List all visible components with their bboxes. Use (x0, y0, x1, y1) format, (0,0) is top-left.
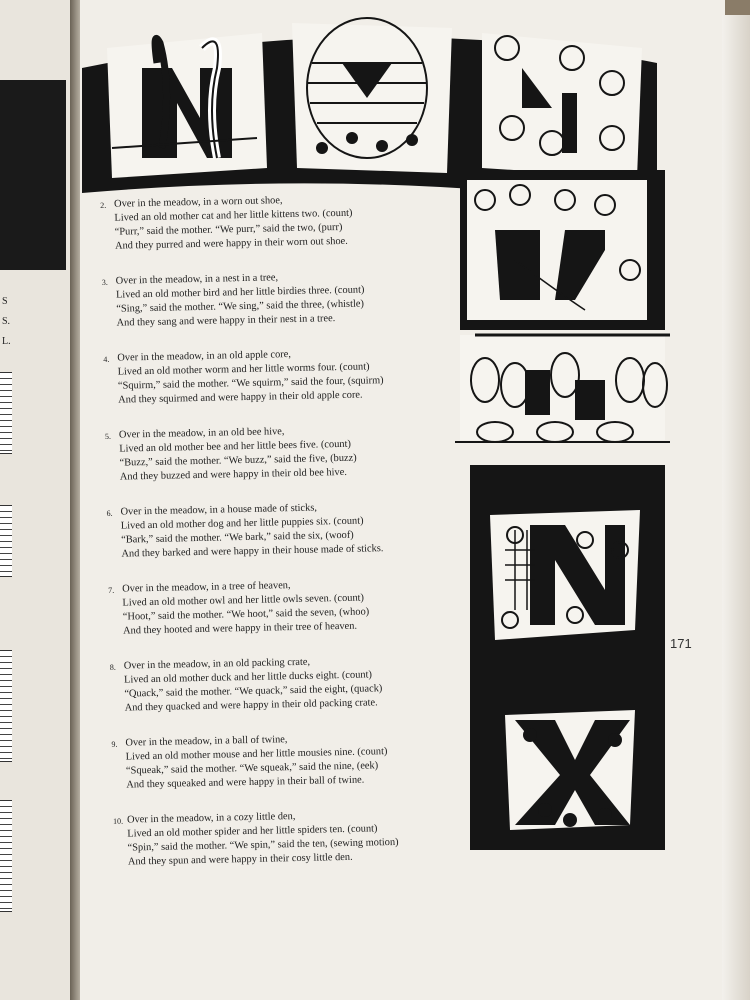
verse (108, 575, 479, 639)
verse-line: “Sing,” said the mother. “We sing,” said the three, (whistle) (116, 298, 365, 315)
ducks-letter-panel (455, 335, 670, 442)
verse-line: And they sang and were happy in their nest in a tree. (116, 313, 336, 329)
verse-line: Over in the meadow, in a nest in a tree, (115, 272, 279, 287)
owls-letter-panel (460, 170, 665, 330)
mice-letter-panel (470, 465, 665, 675)
left-page-illustration-block (0, 80, 66, 270)
verse-line: And they hooted and were happy in their tree of heaven. (122, 620, 358, 637)
worm-letter-panel (107, 33, 267, 178)
verse-line: And they spun and were happy in their cosy little den. (127, 851, 353, 868)
verse-line: Over in the meadow, in a worn out shoe, (114, 195, 283, 210)
spiders-letter-panel (470, 675, 665, 850)
verse-number: 4. (103, 354, 110, 364)
verse-line: “Spin,” said the mother. “We spin,” said the ten, (sewing motion) (127, 836, 399, 854)
left-page-text-fragment: S. (2, 316, 11, 327)
verse-line: “Purr,” said the mother. “We purr,” said the two, (purr) (114, 221, 343, 238)
verse-line: Over in the meadow, in an old bee hive, (118, 426, 285, 441)
verse-line: Lived an old mother duck and her little ducks eight. (count) (123, 669, 373, 686)
verse-line: “Squeak,” said the mother. “We squeak,” said the nine, (eek) (125, 760, 379, 777)
verse-line: “Hoot,” said the mother. “We hoot,” said the seven, (whoo) (122, 606, 370, 623)
verse (105, 421, 476, 485)
verse-line: Over in the meadow, in a house made of sticks, (120, 502, 318, 518)
left-page-text-fragment: S (2, 296, 8, 307)
verse-number: 9. (111, 739, 118, 749)
music-staff-fragment (0, 372, 12, 454)
verse-line: Lived an old mother bee and her little bees five. (count) (119, 438, 352, 455)
left-page (0, 0, 78, 1000)
verse (110, 652, 481, 716)
left-page-text-fragment: L. (2, 336, 11, 347)
music-staff-fragment (0, 800, 12, 912)
verse-line: And they barked and were happy in their house made of sticks. (121, 543, 384, 560)
verse-number: 8. (109, 662, 116, 672)
music-staff-fragment (0, 505, 12, 577)
verse-line: Over in the meadow, in a cozy little den, (126, 811, 296, 826)
verse-line: “Bark,” said the mother. “We bark,” said the six, (woof) (121, 529, 354, 546)
verse-line: And they squirmed and were happy in their old apple core. (118, 389, 363, 406)
verse-line: Lived an old mother dog and her little puppies six. (count) (120, 515, 364, 532)
song-verses (100, 190, 484, 891)
verse-line: Over in the meadow, in an old packing crate, (123, 656, 311, 672)
page-number: 171 (670, 636, 692, 651)
verse-line: “Quack,” said the mother. “We quack,” said the eight, (quack) (124, 683, 383, 700)
puppies-letter-panel (482, 33, 642, 178)
verse (102, 267, 473, 331)
verse-number: 3. (101, 277, 108, 287)
page-stack-edge (722, 15, 750, 1000)
verse-line: Over in the meadow, in a tree of heaven, (122, 580, 291, 595)
verse-line: And they squeaked and were happy in their ball of twine. (126, 774, 365, 791)
music-staff-fragment (0, 650, 12, 762)
verse-number: 2. (100, 200, 107, 210)
verse-line: And they purred and were happy in their worn out shoe. (114, 235, 348, 252)
verse-line: “Buzz,” said the mother. “We buzz,” said the five, (buzz) (119, 452, 357, 469)
verse-line: And they quacked and were happy in their old packing crate. (124, 697, 378, 714)
verse-line: Lived an old mother cat and her little kittens two. (count) (114, 207, 353, 224)
verse (111, 729, 482, 793)
verse-line: Over in the meadow, in a ball of twine, (125, 734, 288, 749)
illustrated-letters-column (455, 170, 680, 850)
verse-number: 7. (108, 585, 115, 595)
verse-line: And they buzzed and were happy in their old bee hive. (119, 466, 347, 483)
verse-line: “Squirm,” said the mother. “We squirm,” said the four, (squirm) (117, 375, 384, 392)
verse-line: Over in the meadow, in an old apple core, (117, 349, 292, 364)
verse-number: 10. (112, 816, 124, 826)
verse (113, 806, 484, 870)
verse-line: Lived an old mother spider and her little spiders ten. (count) (127, 823, 378, 840)
verse (100, 190, 471, 254)
verse-line: Lived an old mother bird and her little birdies three. (count) (115, 284, 365, 301)
verse-line: Lived an old mother worm and her little worms four. (count) (117, 361, 370, 378)
verse-number: 6. (106, 508, 113, 518)
verse-line: Lived an old mother owl and her little owls seven. (count) (122, 592, 365, 609)
verse-number: 5. (104, 431, 112, 441)
verse (103, 344, 474, 408)
verse-line: Lived an old mother mouse and her little mousies nine. (count) (125, 746, 388, 763)
beehive-letter-panel (292, 18, 452, 173)
verse (106, 498, 477, 562)
